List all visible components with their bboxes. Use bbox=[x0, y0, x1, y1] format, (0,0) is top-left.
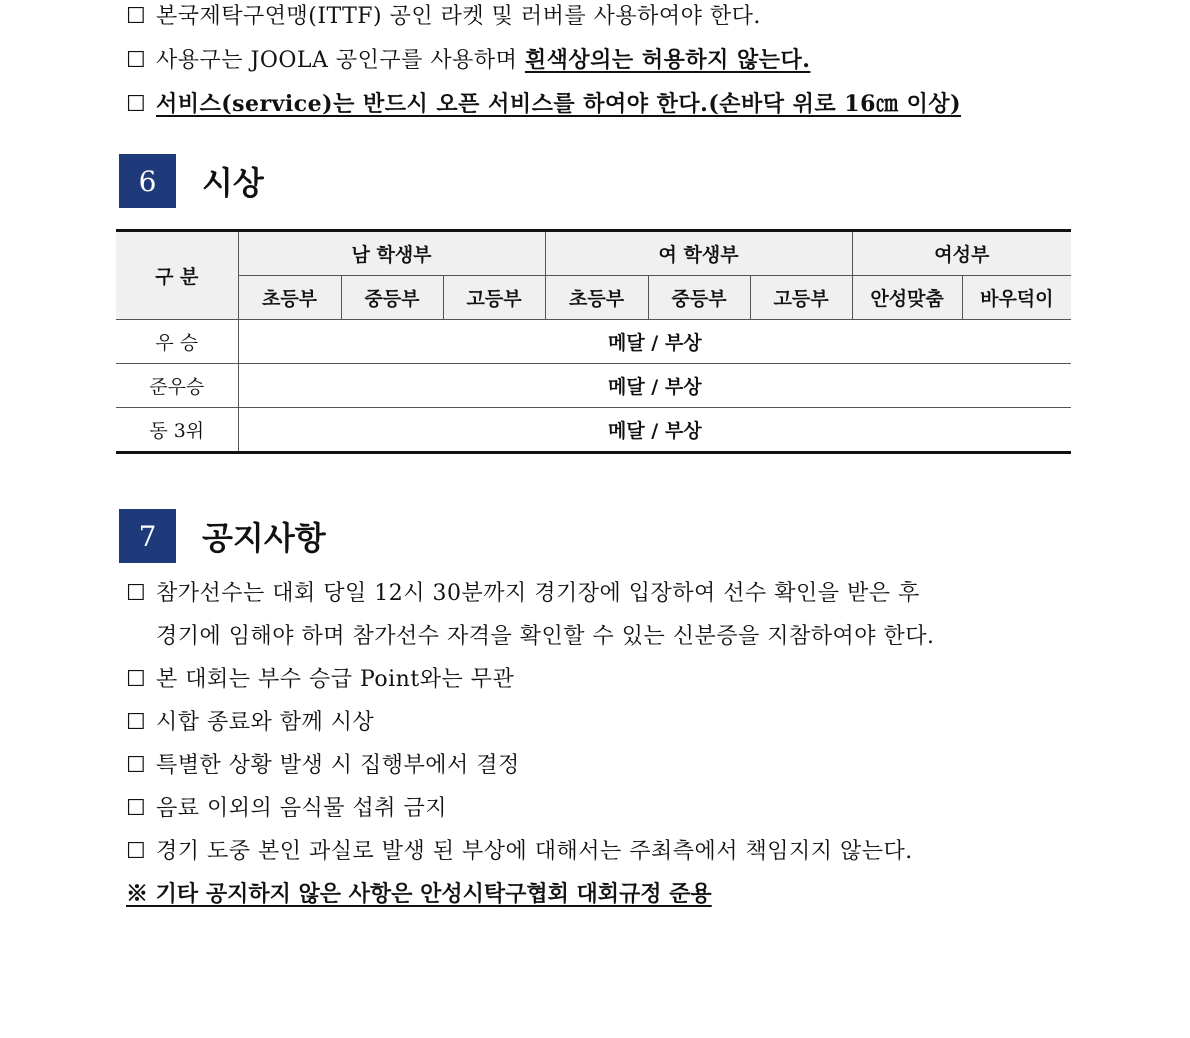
checkbox-icon: ☐ bbox=[126, 581, 147, 606]
table-row bbox=[116, 320, 1071, 364]
notice-item: ☐ 특별한 상황 발생 시 집행부에서 결정 bbox=[126, 751, 520, 781]
checkbox-icon: ☐ bbox=[126, 48, 147, 73]
subheader: 바우덕이 bbox=[962, 276, 1071, 320]
corner-header: 구 분 bbox=[116, 231, 238, 320]
section-6-header bbox=[119, 154, 264, 208]
subheader: 안성맞춤 bbox=[852, 276, 962, 320]
row-label: 준우승 bbox=[116, 364, 238, 408]
notice-item-continuation: 경기에 임해야 하며 참가선수 자격을 확인할 수 있는 신분증을 지참하여야 한다. bbox=[156, 624, 935, 649]
row-value: 메달 / 부상 bbox=[238, 408, 1071, 453]
notice-footnote: ※ 기타 공지하지 않은 사항은 안성시탁구협회 대회규정 준용 bbox=[126, 881, 712, 907]
subheader: 중등부 bbox=[341, 276, 443, 320]
checkbox-icon: ☐ bbox=[126, 710, 147, 735]
rule-ball: ☐ 사용구는 JOOLA 공인구를 사용하며 흰색상의는 허용하지 않는다. bbox=[126, 45, 810, 76]
rule-racket: ☐ 본국제탁구연맹(ITTF) 공인 라켓 및 러버를 사용하여야 한다. bbox=[126, 2, 761, 32]
table-row bbox=[116, 364, 1071, 408]
checkbox-icon: ☐ bbox=[126, 753, 147, 778]
checkbox-icon: ☐ bbox=[126, 4, 147, 29]
section-7-header bbox=[119, 509, 326, 563]
row-label: 동 3위 bbox=[116, 408, 238, 453]
subheader: 초등부 bbox=[238, 276, 341, 320]
group-header: 여성부 bbox=[852, 231, 1071, 276]
subheader: 중등부 bbox=[648, 276, 750, 320]
notice-item: ☐ 경기 도중 본인 과실로 발생 된 부상에 대해서는 주최측에서 책임지지 않는다. bbox=[126, 837, 913, 867]
subheader: 고등부 bbox=[443, 276, 545, 320]
checkbox-icon: ☐ bbox=[126, 667, 147, 692]
table-row bbox=[116, 408, 1071, 453]
section-number: 7 bbox=[119, 509, 176, 563]
group-header: 여 학생부 bbox=[545, 231, 852, 276]
section-title: 시상 bbox=[202, 164, 264, 202]
row-value: 메달 / 부상 bbox=[238, 320, 1071, 364]
checkbox-icon: ☐ bbox=[126, 839, 147, 864]
row-label: 우 승 bbox=[116, 320, 238, 364]
notice-item: ☐ 본 대회는 부수 승급 Point와는 무관 bbox=[126, 665, 514, 695]
awards-table bbox=[116, 229, 1071, 454]
row-value: 메달 / 부상 bbox=[238, 364, 1071, 408]
section-number: 6 bbox=[119, 154, 176, 208]
section-title: 공지사항 bbox=[202, 519, 326, 557]
subheader: 고등부 bbox=[750, 276, 852, 320]
notice-item: ☐ 참가선수는 대회 당일 12시 30분까지 경기장에 입장하여 선수 확인을 받은 후 bbox=[126, 579, 920, 609]
group-header: 남 학생부 bbox=[238, 231, 545, 276]
checkbox-icon: ☐ bbox=[126, 796, 147, 821]
subheader: 초등부 bbox=[545, 276, 648, 320]
rule-service: ☐ 서비스(service)는 반드시 오픈 서비스를 하여야 한다.(손바닥 위로 16㎝ 이상) bbox=[126, 89, 961, 120]
notice-item: ☐ 시합 종료와 함께 시상 bbox=[126, 708, 374, 738]
checkbox-icon: ☐ bbox=[126, 92, 147, 117]
notice-item: ☐ 음료 이외의 음식물 섭취 금지 bbox=[126, 794, 447, 824]
